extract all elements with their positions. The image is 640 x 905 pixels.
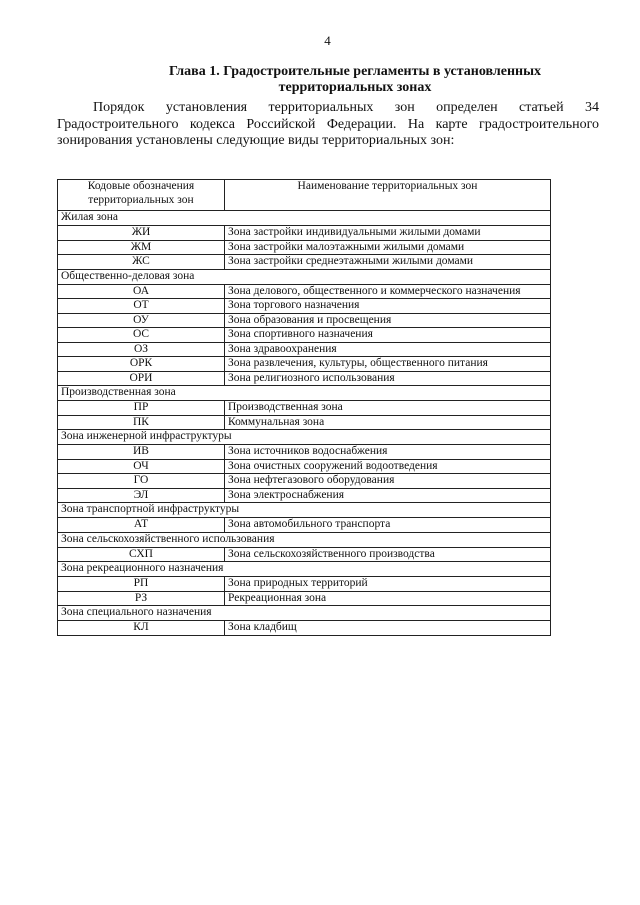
- group-row: [58, 269, 551, 284]
- zone-name: Зона развлечения, культуры, общественного питания: [225, 357, 551, 372]
- table-row: [58, 357, 551, 372]
- header-code: Кодовые обозначения территориальных зон: [58, 180, 225, 211]
- zone-name: Зона сельскохозяйственного производства: [225, 547, 551, 562]
- table-row: [58, 255, 551, 270]
- zone-name: Зона здравоохранения: [225, 342, 551, 357]
- group-title: Зона транспортной инфраструктуры: [58, 503, 551, 518]
- table-row: [58, 226, 551, 241]
- zone-code: РЗ: [58, 591, 225, 606]
- group-row: [58, 430, 551, 445]
- zone-name: Зона нефтегазового оборудования: [225, 474, 551, 489]
- table-row: [58, 518, 551, 533]
- table-row: [58, 474, 551, 489]
- zone-code: ОЗ: [58, 342, 225, 357]
- table-header-row: [58, 180, 551, 211]
- table-row: [58, 401, 551, 416]
- zone-name: Зона религиозного использования: [225, 371, 551, 386]
- zone-name: Зона очистных сооружений водоотведения: [225, 459, 551, 474]
- table-row: [58, 488, 551, 503]
- chapter-title-line2: территориальных зонах: [278, 80, 432, 95]
- group-row: [58, 211, 551, 226]
- zone-code: ОС: [58, 328, 225, 343]
- table-row: [58, 328, 551, 343]
- page-number: 4: [324, 33, 331, 48]
- table-row: [58, 621, 551, 636]
- chapter-title-line1: Глава 1. Градостроительные регламенты в установленных: [168, 64, 542, 79]
- zone-code: ОА: [58, 284, 225, 299]
- zone-name: Зона застройки среднеэтажными жилыми домами: [225, 255, 551, 270]
- zone-code: КЛ: [58, 621, 225, 636]
- zone-code: ОУ: [58, 313, 225, 328]
- zone-code: СХП: [58, 547, 225, 562]
- zone-name: Рекреационная зона: [225, 591, 551, 606]
- zone-name: Зона автомобильного транспорта: [225, 518, 551, 533]
- table-row: [58, 591, 551, 606]
- zone-code: ОРИ: [58, 371, 225, 386]
- group-title: Жилая зона: [58, 211, 551, 226]
- table-row: [58, 284, 551, 299]
- zones-table-body: [58, 211, 551, 636]
- group-row: [58, 532, 551, 547]
- zone-code: ЖМ: [58, 240, 225, 255]
- zone-code: ОРК: [58, 357, 225, 372]
- group-row: [58, 562, 551, 577]
- zone-code: ГО: [58, 474, 225, 489]
- group-title: Производственная зона: [58, 386, 551, 401]
- table-row: [58, 459, 551, 474]
- header-name: Наименование территориальных зон: [225, 180, 551, 211]
- table-row: [58, 445, 551, 460]
- table-row: [58, 342, 551, 357]
- zones-table: [57, 179, 551, 636]
- table-row: [58, 299, 551, 314]
- zone-name: Коммунальная зона: [225, 415, 551, 430]
- zone-code: ЖИ: [58, 226, 225, 241]
- zone-code: ЖС: [58, 255, 225, 270]
- zone-name: Зона застройки малоэтажными жилыми домами: [225, 240, 551, 255]
- table-row: [58, 240, 551, 255]
- zone-code: АТ: [58, 518, 225, 533]
- zone-code: ОЧ: [58, 459, 225, 474]
- table-row: [58, 577, 551, 592]
- zone-name: Зона образования и просвещения: [225, 313, 551, 328]
- zone-name: Зона природных территорий: [225, 577, 551, 592]
- zone-code: ОТ: [58, 299, 225, 314]
- table-row: [58, 313, 551, 328]
- zone-name: Зона кладбищ: [225, 621, 551, 636]
- zone-code: РП: [58, 577, 225, 592]
- chapter-title: [95, 64, 615, 96]
- zone-name: Зона торгового назначения: [225, 299, 551, 314]
- table-row: [58, 415, 551, 430]
- group-row: [58, 503, 551, 518]
- zone-code: ИВ: [58, 445, 225, 460]
- intro-paragraph: Порядок установления территориальных зон определен статьей 34 Градостроительного кодекса Российской Федерации. На карте градостроительного зонирования установлены следующие виды территориальных зон:: [57, 100, 599, 148]
- group-row: [58, 386, 551, 401]
- table-row: [58, 371, 551, 386]
- group-title: Зона инженерной инфраструктуры: [58, 430, 551, 445]
- group-title: Зона рекреационного назначения: [58, 562, 551, 577]
- zone-name: Зона делового, общественного и коммерческого назначения: [225, 284, 551, 299]
- zone-name: Производственная зона: [225, 401, 551, 416]
- zone-name: Зона источников водоснабжения: [225, 445, 551, 460]
- zone-name: Зона электроснабжения: [225, 488, 551, 503]
- zone-code: ЭЛ: [58, 488, 225, 503]
- zone-name: Зона застройки индивидуальными жилыми домами: [225, 226, 551, 241]
- table-row: [58, 547, 551, 562]
- zone-name: Зона спортивного назначения: [225, 328, 551, 343]
- zone-code: ПК: [58, 415, 225, 430]
- group-title: Зона специального назначения: [58, 606, 551, 621]
- zone-code: ПР: [58, 401, 225, 416]
- group-row: [58, 606, 551, 621]
- group-title: Зона сельскохозяйственного использования: [58, 532, 551, 547]
- group-title: Общественно-деловая зона: [58, 269, 551, 284]
